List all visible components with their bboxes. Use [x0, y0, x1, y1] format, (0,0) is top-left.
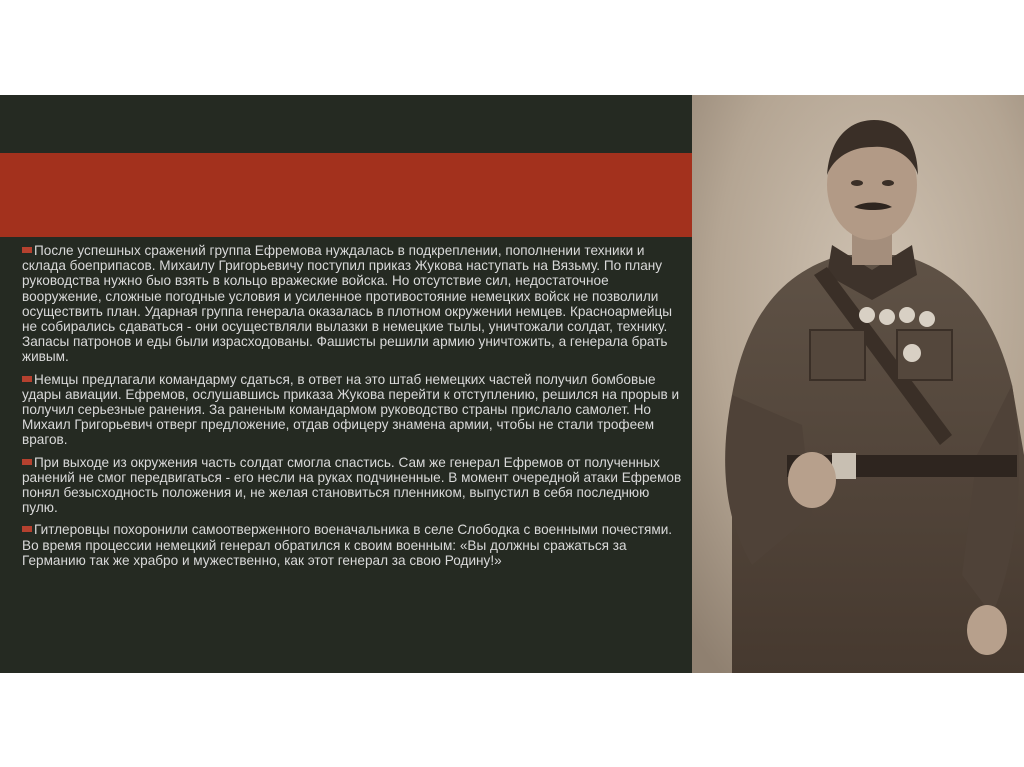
paragraph-4 [22, 522, 682, 568]
paragraph-3-text: При выходе из окружения часть солдат смогла спастись. Сам же генерал Ефремов от полученных ранений не смог передвигаться - его несли на руках подчиненные. В момент очередной атаки Ефремов понял безысходность положения и, не желая становиться пленником, выпустил в себя последнюю пулю. [22, 454, 682, 516]
paragraph-1 [22, 243, 682, 365]
body-text [22, 243, 682, 575]
bullet-icon [22, 376, 32, 382]
paragraph-1-text: После успешных сражений группа Ефремова нуждалась в подкреплении, пополнении техники и склада боеприпасов. Михаилу Григорьевичу поступил приказ Жукова наступать на Вязьму. По плану руководства нужно быо взять в кольцо вражеские войска. Но отсутствие сил, недостаточное вооружение, сложные погодные условия и усиленное противостояние немецких войск не позволили осуществить план. Ударная группа генерала оказалась в плотном окружении немцев. Красноармейцы не собирались сдаваться - они осуществляли вылазки в немецкие тылы, уничтожали солдат, технику. Запасы патронов и еды были израсходованы. Фашисты решили армию уничтожить, а генерала брать живым. [22, 243, 673, 365]
slide [0, 95, 1024, 673]
paragraph-4-text: Гитлеровцы похоронили самоотверженного военачальника в селе Слободка с военными почестями. Во время процессии немецкий генерал обратился к своим военным: «Вы должны сражаться за Германию так же храбро и мужественно, как этот генерал за свою Родину!» [22, 522, 673, 568]
bullet-icon [22, 459, 32, 465]
red-arrow-banner [0, 153, 760, 237]
paragraph-3 [22, 455, 682, 516]
bullet-icon [22, 526, 32, 532]
paragraph-2 [22, 372, 682, 448]
bullet-icon [22, 247, 32, 253]
paragraph-2-text: Немцы предлагали командарму сдаться, в ответ на это штаб немецких частей получил бомбовые удары авиации. Ефремов, ослушавшись приказа Жукова перейти к отступлению, решился на прорыв и получил серьезные ранения. За раненым командармом руководство страны прислало самолет. Но Михаил Григорьевич отверг предложение, отдав офицеру знамена армии, чтобы не стали трофеем врагов. [22, 371, 680, 448]
portrait-photo [692, 95, 1024, 673]
